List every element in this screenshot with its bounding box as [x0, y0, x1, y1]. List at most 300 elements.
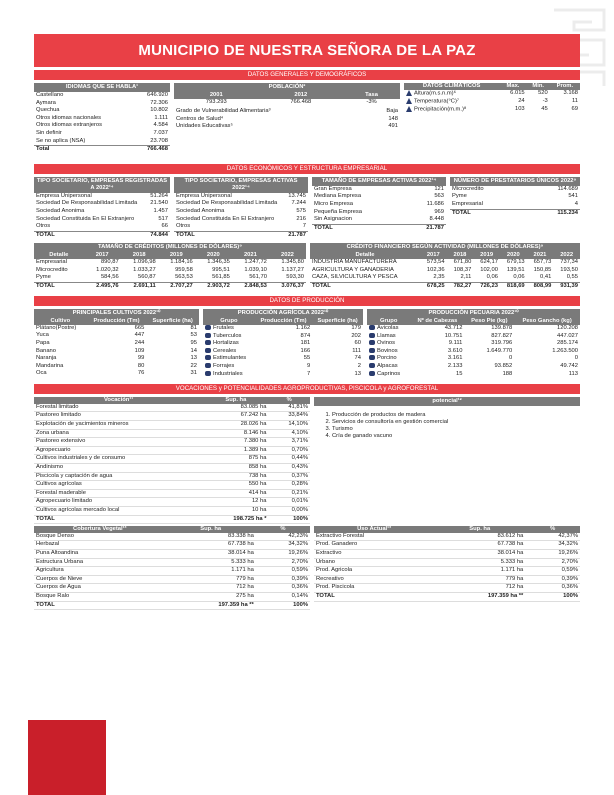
table-row [34, 412, 310, 421]
row-label: Avicolas [367, 325, 410, 333]
total-label: TOTAL [174, 231, 285, 239]
table-row [34, 404, 310, 412]
row-label: AGRICULTURA Y GANADERIA [312, 266, 394, 273]
row-value: 188 [502, 370, 513, 377]
borrowers-table [450, 186, 580, 217]
row-value: 0,06 [486, 274, 498, 281]
row-value: 563 [434, 193, 444, 200]
column-header: Cultivo [34, 318, 87, 325]
row-value: 712 ha [166, 584, 256, 593]
row-value: 0,01% [268, 498, 310, 507]
row-value: 0 [574, 355, 578, 362]
column-header: Vocación¹¹ [34, 397, 203, 404]
row-value: 665 [134, 324, 145, 331]
climate-block [404, 83, 580, 154]
row-value: 181 [300, 340, 311, 347]
row-value: 24 [518, 97, 525, 104]
soc-registered-block [34, 177, 170, 240]
total-value: 766.468 [134, 146, 170, 154]
row-label: Explotación de yacimientos mineros [34, 421, 203, 430]
total-value: 931,39 [553, 282, 580, 290]
pop-rate: -3% [366, 98, 377, 105]
table-row [34, 489, 310, 498]
row-value: 7 [306, 370, 311, 377]
total-row [34, 601, 310, 610]
row-value: 55 [303, 355, 311, 362]
row-value: 8.448 [429, 216, 444, 223]
row-value: 779 ha [166, 575, 256, 584]
total-value: 726,23 [473, 282, 500, 290]
row-value: 738 ha [203, 472, 268, 481]
total-row [34, 231, 170, 239]
row-value: 33,84% [268, 412, 310, 421]
row-value: 0,37% [268, 472, 310, 481]
animal-icon [369, 363, 375, 368]
table-row [174, 193, 308, 201]
table-row [203, 371, 363, 379]
row-value: 2.133 [447, 363, 463, 370]
row-value: 93.852 [494, 363, 513, 370]
row-value: 969 [434, 208, 444, 215]
row-label: Yuca [36, 332, 49, 339]
row-value: 120.208 [557, 324, 578, 331]
total-label: TOTAL [310, 282, 420, 290]
row-value: 7 [302, 223, 306, 230]
row-value: 139,51 [506, 266, 525, 273]
row-label: Estimulantes [203, 355, 255, 363]
table-row [314, 558, 580, 567]
column-header: Grupo [367, 318, 410, 325]
total-row [310, 282, 580, 290]
column-header: 2022 [269, 252, 306, 259]
column-header: Detalle [34, 252, 84, 259]
row-value: Baja [386, 108, 398, 115]
table-row [34, 558, 310, 567]
row-value: 80 [137, 362, 145, 369]
row-label: Agricultura [34, 567, 166, 576]
row-label: Micro Empresa [314, 200, 353, 207]
row-value: 83.085 ha [203, 404, 268, 412]
row-value: 38.014 ha [434, 549, 525, 558]
size-block [312, 177, 446, 240]
credit-activity-header: CRÉDITO FINANCIERO SEGÚN ACTIVIDAD (MILLONES DE DÓLARES)⁹ [310, 243, 580, 252]
table-row [312, 201, 446, 209]
column-header: Grupo [203, 318, 255, 325]
table-row [34, 455, 310, 464]
table-row [314, 541, 580, 550]
table-row [34, 200, 170, 208]
table-row [34, 592, 310, 601]
row-label: Frutales [203, 325, 255, 333]
row-value: 1.162 [295, 324, 311, 331]
borrowers-header: NÚMERO DE PRESTATARIOS ÚNICOS 2022⁹ [450, 177, 580, 186]
row-value: 657,73 [533, 258, 552, 265]
row-value: 3.168 [563, 89, 578, 96]
row-label: Bovinos [367, 348, 410, 356]
row-value: 1.184,16 [170, 258, 193, 265]
table-row [34, 100, 170, 108]
row-value: 1.649.770 [486, 347, 513, 354]
cover-table [34, 526, 310, 610]
table-row [34, 92, 170, 100]
row-label: Microcredito [36, 266, 68, 273]
row-value: 7.244 [291, 200, 306, 207]
total-value: 198.725 ha * [203, 515, 268, 524]
row-value: 6.015 [510, 89, 525, 96]
row-value: 1.263.500 [552, 347, 578, 354]
row-value: -3 [542, 97, 548, 104]
size-header: TAMAÑO DE EMPRESAS ACTIVAS 2022¹⁴ [312, 177, 446, 186]
row-label: INDUSTRIA MANUFACTURERA [312, 258, 397, 265]
crop-group-icon [205, 340, 211, 345]
column-header: DATOS CLIMÁTICOS [404, 83, 499, 90]
row-value: 43.712 [444, 324, 463, 331]
table-row [314, 567, 580, 576]
row-value: 4,10% [268, 429, 310, 438]
vocation-block [34, 397, 310, 524]
row-value: 563,53 [175, 274, 193, 281]
row-value: 244 [134, 340, 145, 347]
table-row [203, 325, 363, 333]
row-value: 95 [190, 340, 197, 347]
row-label: Cultivos agrícolas [34, 481, 203, 490]
row-value: 319.796 [491, 340, 513, 347]
row-label: Empresa Unipersonal [176, 192, 232, 199]
row-value: 2,11 [460, 274, 472, 281]
row-label: Cuerpos de Nieve [34, 575, 166, 584]
row-value: 12 ha [203, 498, 268, 507]
row-value: 2,70% [525, 558, 580, 567]
population-header: POBLACIÓN² [174, 83, 400, 92]
table-row [34, 481, 310, 490]
row-value: 7.037 [153, 129, 168, 136]
municipality-sheet [34, 34, 580, 610]
row-label: Mandarina [36, 362, 64, 369]
row-value: 10 ha [203, 506, 268, 515]
total-label: TOTAL [34, 601, 166, 610]
row-value: 561,70 [249, 274, 267, 281]
row-value: 113 [568, 370, 578, 377]
total-value: 2.707,27 [158, 282, 195, 290]
row-label: Extractivo [314, 549, 434, 558]
row-value: 573,54 [426, 258, 445, 265]
row-label: Estructura Urbana [34, 558, 166, 567]
table-row [34, 506, 310, 515]
pop-col-2012: 2012 [259, 92, 344, 99]
row-label: Se no aplica (NSA) [36, 137, 86, 144]
row-value: 103 [514, 106, 525, 113]
row-label: Industriales [203, 371, 255, 379]
row-value: 959,58 [175, 266, 193, 273]
row-label: Cereales [203, 348, 255, 356]
row-value: 1.457 [153, 207, 168, 214]
column-header: Prom. [550, 83, 580, 90]
table-row [34, 115, 170, 123]
row-value: 19,26% [256, 549, 310, 558]
crops-table [34, 318, 199, 378]
potential-block [314, 397, 580, 524]
animal-icon [369, 348, 375, 353]
column-header: 2018 [447, 252, 474, 259]
total-row [34, 282, 306, 290]
row-label: Sociedad Constituida En El Extranjero [176, 215, 275, 222]
table-row [367, 371, 580, 379]
row-value: 285.174 [557, 340, 578, 347]
column-header: Peso Pie (kg) [464, 318, 514, 325]
table-row [450, 201, 580, 209]
pop-2001: 793.293 [205, 98, 227, 105]
total-value: 808,99 [527, 282, 554, 290]
column-header: % [525, 526, 580, 533]
size-table [312, 186, 446, 233]
row-value: 646.920 [147, 92, 168, 98]
row-value: 0,00% [268, 506, 310, 515]
total-row [314, 592, 580, 601]
crop-group-icon [205, 348, 211, 353]
row-label: Pequeña Empresa [314, 208, 363, 215]
row-value: 67.242 ha [203, 412, 268, 421]
table-row [34, 122, 170, 130]
table-row [203, 333, 363, 341]
row-value: 45 [541, 106, 548, 113]
table-row [34, 223, 170, 231]
row-label: Puna Altoandina [34, 549, 166, 558]
row-value: 5.333 ha [166, 558, 256, 567]
row-value: 875 ha [203, 455, 268, 464]
table-row [34, 464, 310, 473]
row-value: 72.306 [150, 99, 168, 106]
row-label: Papa [36, 340, 50, 347]
population-table [174, 92, 400, 106]
column-header: 2021 [527, 252, 554, 259]
total-row [312, 224, 446, 232]
row-label: Sociedad Constituida En El Extranjero [36, 215, 135, 222]
row-value: 9.111 [448, 340, 463, 347]
livestock-block [367, 309, 580, 378]
general-row [34, 83, 580, 154]
row-value: 15 [455, 370, 463, 377]
row-value: 0,39% [525, 575, 580, 584]
row-value: 34,32% [256, 541, 310, 550]
agri-header: PRODUCCIÓN AGRÍCOLA 2022¹⁰ [203, 309, 363, 318]
total-value: 3.076,37 [269, 282, 306, 290]
table-row [314, 575, 580, 584]
column-header: 2022 [553, 252, 580, 259]
row-value: 2,70% [256, 558, 310, 567]
row-value: 69 [571, 106, 578, 113]
row-label: Ovinos [367, 340, 410, 348]
row-value: 13 [354, 370, 361, 377]
soc-registered-header: TIPO SOCIETARIO, EMPRESAS REGISTRADAS A 2022¹⁴ [34, 177, 170, 193]
table-row [34, 533, 310, 541]
column-header: Max. [499, 83, 526, 90]
row-value: 148 [388, 115, 398, 122]
crop-group-icon [205, 371, 211, 376]
total-value: 197.359 ha ** [434, 592, 525, 601]
row-value: 2,35 [433, 274, 445, 281]
row-label: Prod. Agricola [314, 567, 434, 576]
row-value: 671,80 [453, 258, 472, 265]
row-label: Precipitación(m.m.)⁸ [404, 106, 499, 114]
row-value: 1.111 [154, 114, 168, 121]
climate-table [404, 83, 580, 114]
table-row [312, 209, 446, 217]
table-row [34, 340, 199, 348]
row-value: 561,85 [212, 274, 230, 281]
row-label: Forestal limitado [34, 404, 203, 412]
total-value: 74.844 [147, 231, 170, 239]
row-label: Empresa Unipersonal [36, 192, 92, 199]
row-label: CAZA, SILVICULTURA Y PESCA [312, 274, 398, 281]
row-label: Sociedad Anonima [36, 207, 85, 214]
row-value: 121 [434, 185, 444, 192]
row-value: 66 [161, 223, 168, 230]
row-value: 38.014 ha [166, 549, 256, 558]
table-row [174, 123, 400, 131]
row-value: 83.338 ha [166, 533, 256, 541]
row-label: Piscicola y captación de agua [34, 472, 203, 481]
row-value: 13.745 [288, 192, 306, 199]
row-label: Pastoreo limitado [34, 412, 203, 421]
row-label: Herbazal [34, 541, 166, 550]
row-value: 111 [352, 347, 361, 354]
row-value: 874 [300, 332, 311, 339]
row-label: Otros idiomas extranjeros [36, 122, 103, 129]
row-value: 1.346,35 [207, 258, 230, 265]
row-value: 41,81% [268, 404, 310, 412]
row-value: 1.137,27 [281, 266, 304, 273]
column-header: Detalle [310, 252, 420, 259]
row-value: 74 [354, 355, 361, 362]
climate-icon [406, 90, 412, 96]
table-row [367, 355, 580, 363]
row-value: 414 ha [203, 489, 268, 498]
row-value: 99 [137, 355, 145, 362]
credit-size-header: TAMAÑO DE CRÉDITOS (MILLONES DE DÓLARES)⁹ [34, 243, 306, 252]
row-value: 0,59% [256, 567, 310, 576]
row-label: Sin Asignacion [314, 216, 353, 223]
languages-block [34, 83, 170, 154]
row-label: Empresarial [452, 200, 483, 207]
row-label: Sociedad De Responsabilidad Limitada [36, 200, 138, 207]
table-row [314, 584, 580, 593]
table-row [203, 363, 363, 371]
cover-row [34, 526, 580, 610]
row-label: Altura(m.s.n.m)⁶ [404, 90, 499, 98]
row-label: Otros [36, 223, 51, 230]
row-label: Banano [36, 347, 56, 354]
soc-active-header: TIPO SOCIETARIO, EMPRESAS ACTIVAS 2022¹⁴ [174, 177, 308, 193]
animal-icon [369, 325, 375, 330]
row-value: 2 [357, 363, 361, 370]
column-header: Sup. ha [166, 526, 256, 533]
row-label: Extractivo Forestal [314, 533, 434, 541]
section-vocations: VOCACIONES y POTENCIALIDADES AGROPRODUCTIVAS, PISCICOLA y AGROFORESTAL [34, 384, 580, 394]
row-label: Otros idiomas nacionales [36, 114, 102, 121]
page-title: MUNICIPIO DE NUESTRA SEÑORA DE LA PAZ [34, 34, 580, 67]
row-label: Prod. Piscicola [314, 584, 434, 593]
soc-active-table [174, 193, 308, 240]
table-row [174, 200, 308, 208]
row-value: 550 ha [203, 481, 268, 490]
table-row [34, 584, 310, 593]
table-row [34, 259, 306, 267]
row-value: 34,32% [525, 541, 580, 550]
row-value: 139.878 [491, 324, 513, 331]
column-header: Superficie (ha) [312, 318, 363, 325]
total-value: 115.234 [527, 209, 580, 217]
table-row [174, 216, 308, 224]
row-value: 109 [134, 347, 145, 354]
column-header: 2020 [500, 252, 527, 259]
row-value: 179 [351, 324, 361, 331]
section-general: DATOS GENERALES Y DEMOGRÁFICOS [34, 70, 580, 80]
total-value: 100% [256, 601, 310, 610]
row-value: 447.027 [557, 332, 578, 339]
row-value: 8.146 ha [203, 429, 268, 438]
total-value: 782,27 [447, 282, 474, 290]
row-label: Tuberculos [203, 333, 255, 341]
pop-col-2001: 2001 [174, 92, 259, 99]
table-row [34, 138, 170, 146]
row-label: Hortalizas [203, 340, 255, 348]
row-label: Oca [36, 370, 47, 377]
row-label: Zona urbana [34, 429, 203, 438]
total-label: TOTAL [34, 282, 84, 290]
table-row [34, 274, 306, 282]
row-value: 13 [190, 355, 197, 362]
table-row [174, 223, 308, 231]
table-row [310, 267, 580, 275]
column-header: Min. [527, 83, 550, 90]
row-value: 520 [538, 89, 548, 96]
pop-2012: 766.468 [290, 98, 312, 105]
column-header: Producción (Tm) [255, 318, 312, 325]
row-value: 827.827 [491, 332, 513, 339]
table-row [34, 549, 310, 558]
total-label: TOTAL [34, 231, 147, 239]
row-value: 3.610 [447, 347, 463, 354]
column-header: 2017 [420, 252, 447, 259]
livestock-table [367, 318, 580, 378]
row-value: 42,23% [256, 533, 310, 541]
row-label: Andinismo [34, 464, 203, 473]
row-value: 1.033,27 [133, 266, 156, 273]
table-row [34, 438, 310, 447]
row-value: 166 [300, 347, 311, 354]
table-row [34, 567, 310, 576]
table-row [203, 348, 363, 356]
row-label: Pyme [452, 193, 467, 200]
row-value: 3,71% [268, 438, 310, 447]
column-header: Peso Gancho (kg) [514, 318, 580, 325]
row-label: Alpacas [367, 363, 410, 371]
credit-row [34, 243, 580, 290]
row-value: 1.171 ha [434, 567, 525, 576]
table-row [34, 332, 199, 340]
row-value: 53 [190, 332, 197, 339]
animal-icon [369, 333, 375, 338]
row-value: 76 [137, 370, 145, 377]
row-label: Porcino [367, 355, 410, 363]
row-value: 9 [306, 363, 311, 370]
row-value: 49.742 [560, 363, 578, 370]
row-value: 31 [190, 370, 197, 377]
column-header: Uso Actual¹³ [314, 526, 434, 533]
row-value: 4.584 [153, 122, 168, 129]
row-value: 150,85 [533, 266, 552, 273]
row-label: Centros de Salud⁴ [176, 115, 224, 122]
